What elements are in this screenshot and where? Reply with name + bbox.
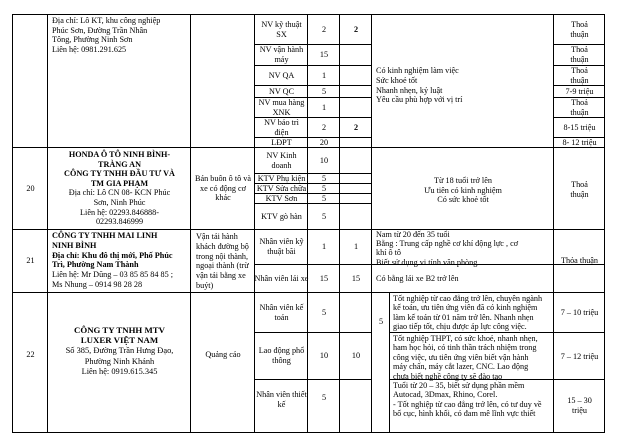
position-quantity-trained: 15 [351, 273, 361, 283]
position-name: NV QC [268, 86, 295, 96]
table-border [12, 229, 605, 230]
requirements: Biết sử dụng vi tính văn phòng. [376, 257, 480, 267]
requirements: Tốt nghiệp THPT, có sức khoẻ, nhanh nhẹn, [393, 334, 538, 343]
position-name: Lao động phổ [258, 346, 305, 356]
requirements: Có kinh nghiệm làm việc [376, 66, 459, 75]
company-info: Liên hệ: 02293.846888- [80, 207, 159, 217]
company-info: Liên hệ: Mr Dũng – 03 85 85 84 85 ; [52, 270, 173, 280]
salary: 15 – 30 [567, 396, 592, 405]
position-name: LĐPT [271, 137, 292, 147]
company-info: Địa chỉ: Lô KT, khu công nghiệp [52, 16, 161, 25]
position-name: kế [277, 399, 286, 409]
industry: ngoại thành (trừ [196, 261, 249, 271]
position-quantity: 5 [321, 393, 327, 402]
salary: thuận [570, 55, 589, 64]
company-info: Liên hệ: 0981.291.625 [52, 44, 127, 54]
company-info: Phường Ninh Khánh [84, 356, 155, 366]
table-border [553, 379, 605, 380]
industry: xe có động cơ [200, 183, 246, 193]
requirements: Ưu tiên có kinh nghiệm [424, 185, 502, 195]
position-quantity: 1 [321, 70, 327, 80]
industry: trong nội thành, [196, 251, 249, 261]
salary: 7 – 12 triệu [560, 352, 599, 361]
salary: Thoả [571, 97, 588, 107]
industry: Vận tải hành [196, 232, 238, 241]
table-border [12, 14, 605, 15]
position-name: NV QA [268, 70, 295, 80]
position-quantity: 15 [319, 50, 329, 60]
company-info: NINH BÌNH [52, 240, 97, 250]
company-info: Phúc Sơn, Đường Trần Nhân [52, 25, 148, 35]
position-name: Nhân viên kế [259, 302, 304, 312]
company-info: Sơn, Ninh Phúc [93, 198, 146, 207]
row-number: 21 [26, 256, 35, 265]
company-info: Số 385, Đường Trần Hưng Đạo, [65, 346, 174, 356]
requirements: Từ 18 tuổi trở lên [434, 176, 492, 185]
position-name: NV Kinh [266, 150, 297, 160]
position-name: KTV Sửa chữa [256, 183, 307, 193]
position-name: Nhân viên kỹ [259, 237, 304, 247]
company-info: CÔNG TY TNHH MAI LINH [52, 231, 158, 240]
position-name: toán [274, 312, 289, 322]
position-quantity: 20 [319, 137, 329, 147]
requirements: Autocad, 3Dmax, Rhino, Corel. [393, 390, 498, 400]
position-name: máy [274, 55, 289, 64]
industry: khách đường bộ [196, 241, 249, 251]
company-info: Tông, Phường Ninh Sơn [52, 35, 133, 45]
table-border [12, 432, 605, 433]
salary: Thoả [571, 180, 588, 189]
position-name: NV kỹ thuật [261, 19, 302, 29]
requirements: Yêu cầu phù hợp với vị trí [376, 95, 463, 105]
industry: khác [215, 193, 231, 203]
requirements: làm kế toán từ 01 năm trở lên. Nhanh nhẹn [393, 312, 534, 322]
position-name: KTV Sơn [265, 193, 298, 203]
company-info: CÔNG TY TNHH MTV [74, 325, 165, 335]
position-quantity: 10 [319, 351, 329, 361]
salary: thuận [570, 189, 589, 199]
requirements: kế toán, ưu tiên ứng viên đã có kinh nghiệm [393, 303, 538, 313]
position-name: XNK [272, 107, 291, 117]
requirements: máy chấn, máy cắt lazer, CNC. Lao động [393, 362, 529, 372]
position-name: NV vận hành [259, 45, 304, 55]
company-info: LUXER VIỆT NAM [80, 335, 159, 346]
position-quantity: 5 [321, 173, 327, 183]
company-info: Địa chỉ: Lô CN 08- KCN Phúc [68, 188, 171, 198]
company-info: HONDA Ô TÔ NINH BÌNH- [68, 150, 171, 159]
requirements: Bằng : Trung cấp nghề cơ khí động lực , cơ [376, 239, 519, 249]
company-info: TM GIA PHẠM [90, 178, 149, 188]
position-name: NV mua hàng [258, 97, 305, 107]
position-quantity-trained: 2 [353, 24, 359, 34]
position-quantity-extra: 5 [378, 317, 384, 326]
company-info: Trì, Phường Nam Thành [52, 260, 139, 270]
position-quantity: 2 [321, 24, 327, 34]
salary: 8-15 triệu [563, 122, 596, 132]
position-name: SX [276, 29, 287, 39]
company-info: 02293.846999 [95, 217, 144, 227]
company-info: Liên hệ: 0919.615.345 [81, 366, 158, 376]
table-border [553, 117, 605, 118]
position-quantity: 5 [321, 183, 327, 193]
salary: thuận [570, 29, 589, 39]
table-border [12, 14, 13, 433]
position-name: doanh [271, 160, 292, 170]
salary: 8- 12 triệu [562, 137, 597, 147]
requirements: công việc, ưu tiên ứng viên biết vận hành [393, 352, 529, 362]
position-quantity: 5 [321, 193, 327, 203]
position-quantity-trained: 1 [353, 242, 359, 252]
salary: Thoả [571, 65, 588, 75]
position-name: thông [272, 356, 291, 365]
requirements: Tuổi từ 20 – 35, biết sử dụng phần mềm [393, 381, 525, 390]
position-quantity: 15 [319, 273, 329, 283]
requirements: ham học hỏi, có tinh thần trách nhiệm trong [393, 343, 537, 353]
position-quantity: 5 [321, 211, 327, 221]
position-name: KTV gò hàn [261, 211, 302, 221]
position-name: Nhân viên thiết [256, 389, 307, 399]
position-quantity: 5 [321, 86, 327, 96]
company-info: CÔNG TY TNHH ĐẦU TƯ VÀ [64, 169, 175, 179]
requirements: khí ô tô [376, 248, 402, 258]
position-name: KTV Phụ kiện [257, 173, 306, 183]
requirements: Có bằng lái xe B2 trở lên [376, 274, 459, 283]
table-border [12, 292, 605, 293]
table-border [553, 332, 605, 333]
row-number: 20 [26, 184, 35, 193]
company-info: Địa chỉ: Khu đô thị mới, Phố Phúc [52, 250, 173, 260]
position-name: NV bảo trì [264, 117, 299, 127]
requirements: Nam từ 20 đến 35 tuổi [376, 230, 450, 239]
position-name: Nhân viên lái xe [254, 273, 309, 283]
company-info: TRÀNG AN [98, 159, 141, 169]
position-quantity: 1 [321, 242, 327, 252]
salary: thuận [570, 107, 589, 117]
requirements: giao tiếp tốt, chịu được áp lực công việc. [393, 322, 527, 332]
position-name: điện [274, 127, 289, 137]
table-border [254, 332, 372, 333]
salary: Thoả [571, 19, 588, 29]
position-name: thuật bãi [267, 247, 296, 256]
company-info: Ms Nhung – 0914 98 28 28 [52, 280, 143, 289]
position-quantity: 1 [321, 102, 327, 112]
position-quantity-trained: 2 [353, 122, 359, 132]
salary: thuận [570, 75, 589, 85]
requirements: Sức khoẻ tốt [376, 75, 418, 85]
requirements: bố cục, hình khối, có đam mê lĩnh vực thiết [393, 409, 536, 419]
position-quantity: 5 [321, 307, 327, 317]
position-quantity-trained: 10 [351, 351, 361, 361]
salary: 7-9 triệu [565, 86, 594, 96]
table-border [389, 332, 554, 333]
industry: vận tải bằng xe [196, 271, 246, 281]
salary: triệu [571, 405, 587, 415]
industry: Quảng cáo [205, 350, 241, 359]
requirements: - Tốt nghiệp từ cao đẳng trở lên, có tư duy về [393, 399, 542, 409]
salary: Thỏa thuận [560, 256, 599, 265]
requirements: chưa biết nghề công ty sẽ đào tạo [393, 371, 503, 381]
table-border [254, 379, 372, 380]
position-quantity: 2 [321, 122, 327, 132]
requirements: Có sức khoẻ tốt [437, 195, 489, 205]
industry: Bán buôn ô tô và [195, 174, 251, 183]
position-quantity: 10 [319, 155, 329, 165]
row-number: 22 [26, 350, 35, 359]
industry: buýt) [196, 281, 214, 290]
salary: Thoả [571, 45, 588, 55]
requirements: Tốt nghiệp từ cao đẳng trở lên, chuyên ngành [393, 294, 543, 303]
requirements: Nhanh nhẹn, kỷ luật [376, 85, 443, 95]
salary: 7 – 10 triệu [560, 308, 599, 317]
table-border [254, 65, 372, 66]
